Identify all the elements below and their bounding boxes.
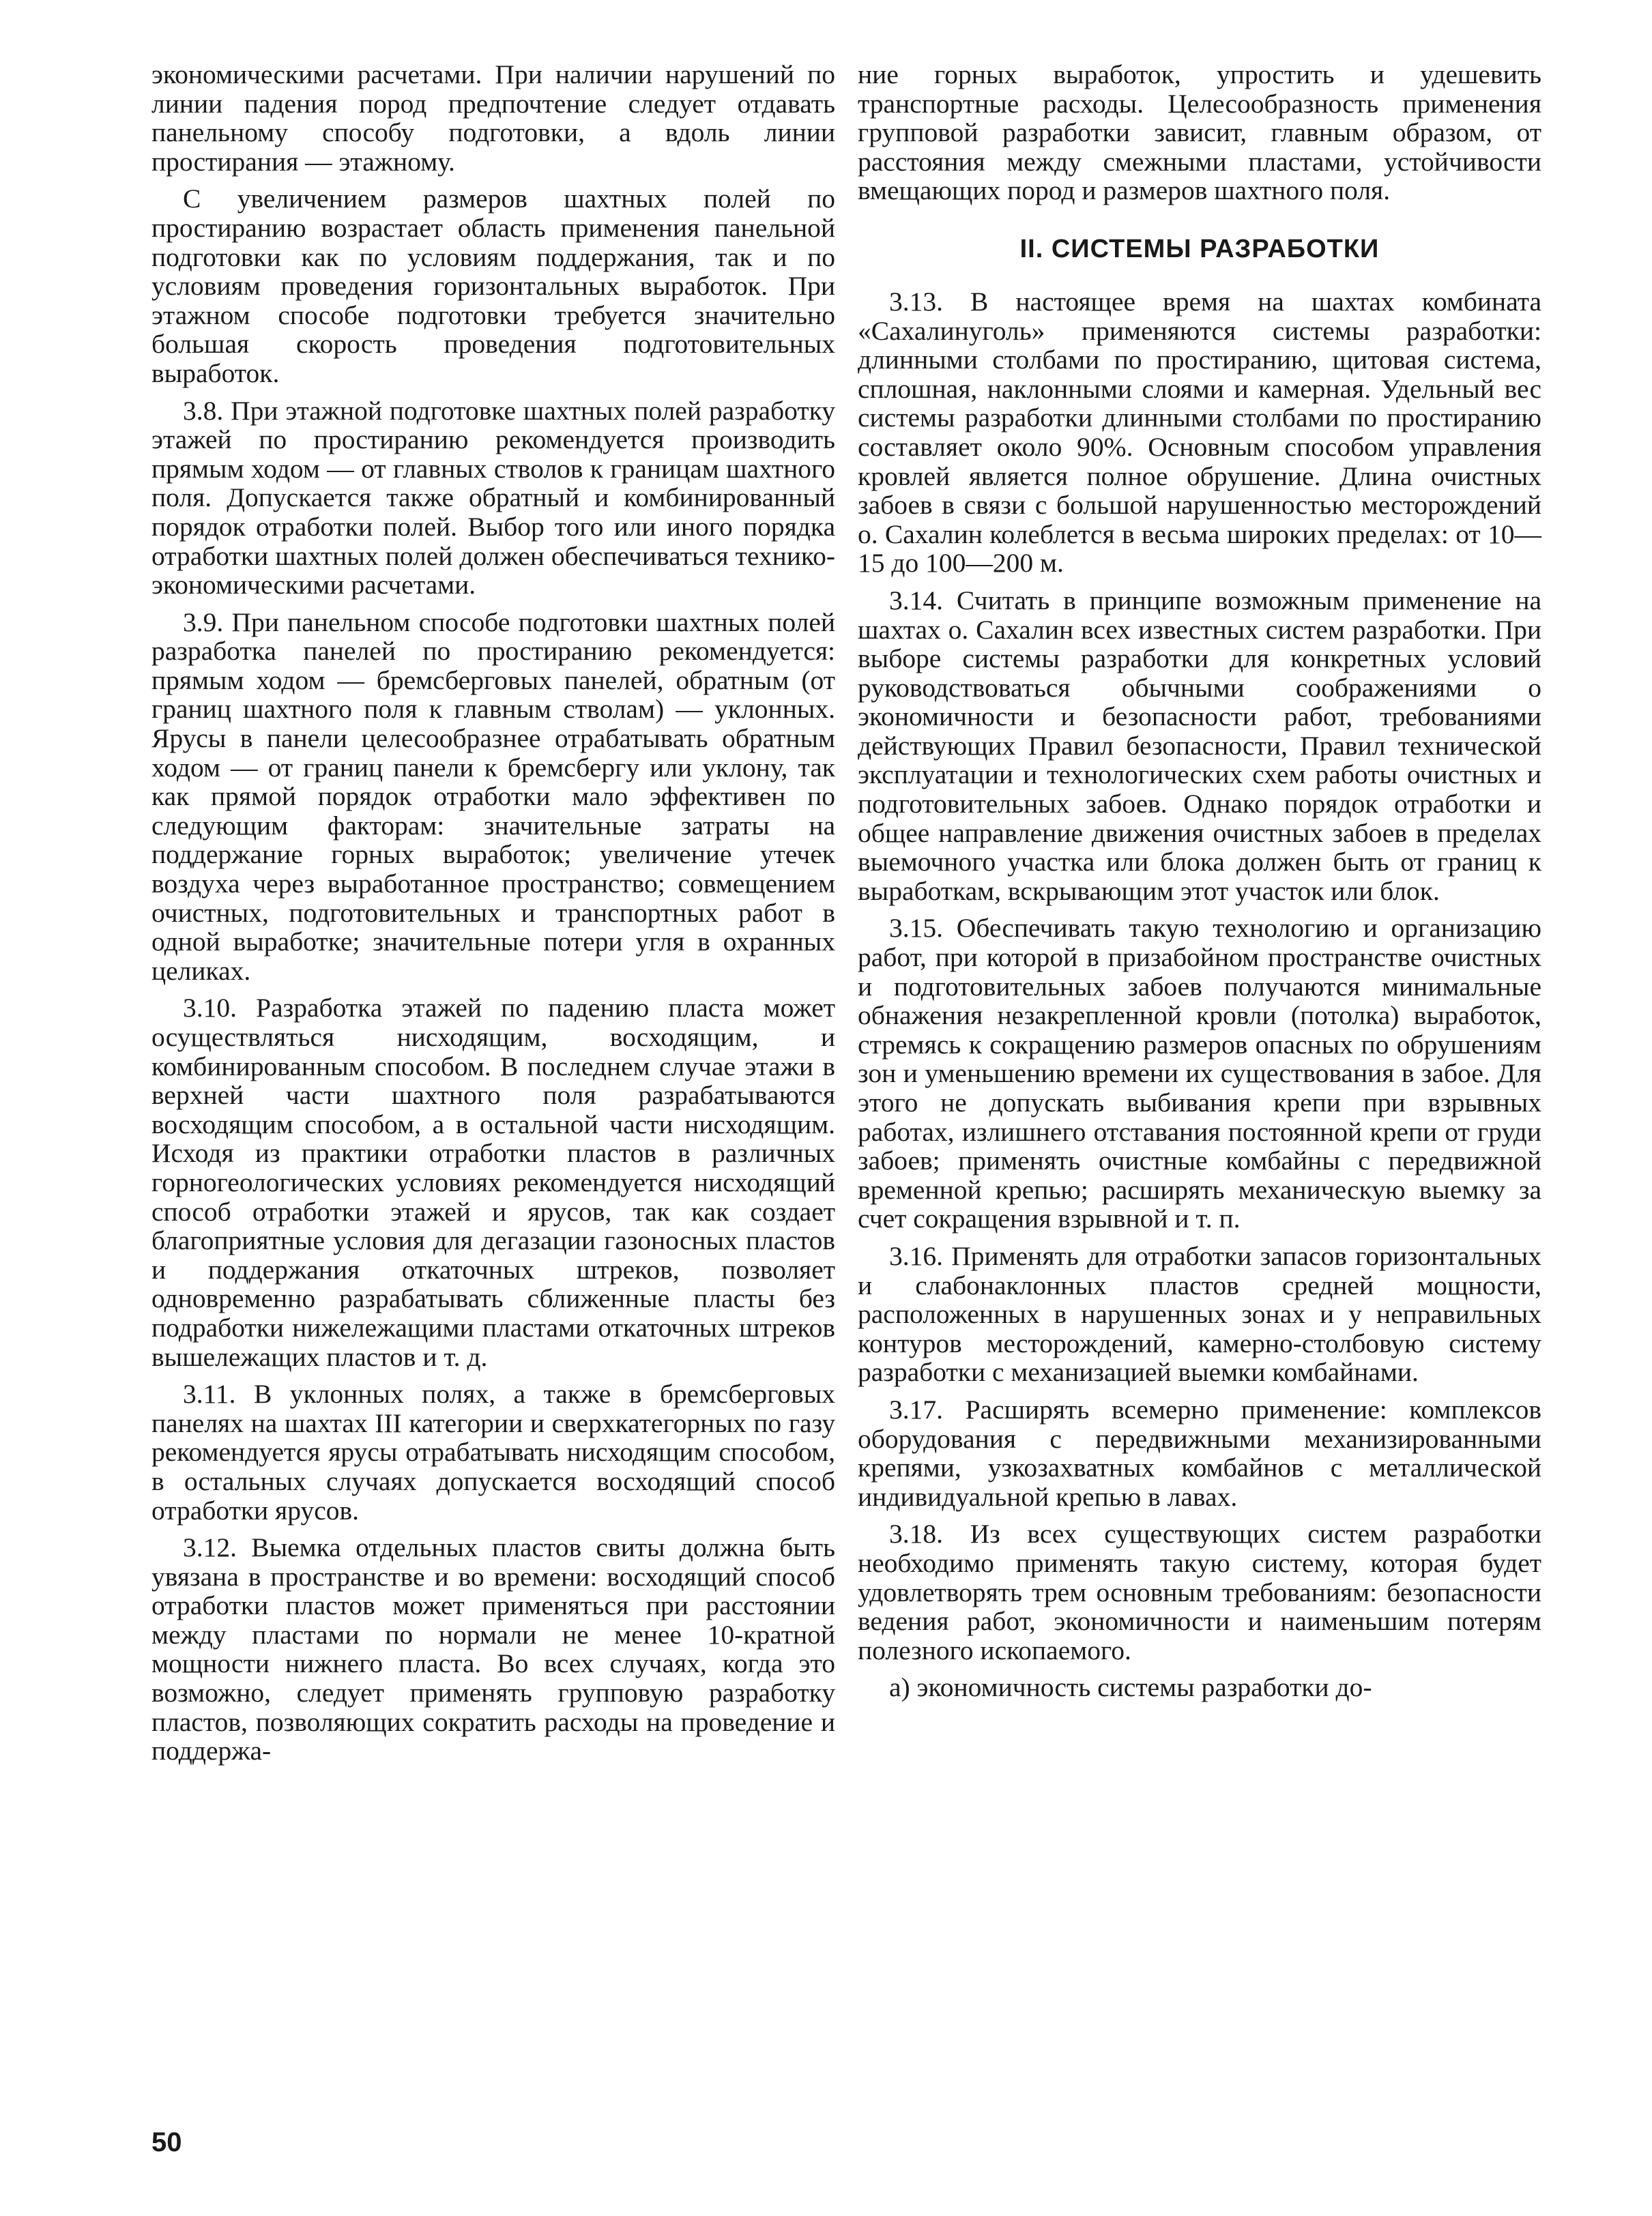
paragraph-3-15: 3.15. Обеспечивать такую технологию и организацию работ, при которой в призабойном пространстве очистных и подготовительных забоев получаются минимальные обнажения незакрепленной кровли (потолка) выработок, стремясь к сокращению размеров опасных по обрушениям зон и уменьшению времени их существования в забое. Для этого не допускать выбивания крепи при взрывных работах, излишнего отставания постоянной крепи от груди забоев; применять очистные комбайны с передвижной временной крепью; расширять механическую выемку за счет сокращения взрывной и т. п.	[858, 913, 1541, 1234]
page-number: 50	[151, 2127, 182, 2157]
paragraph-3-10: 3.10. Разработка этажей по падению пласта может осуществляться нисходящим, восходящим, и комбинированным способом. В последнем случае этажи в верхней части шахтного поля разрабатываются восходящим способом, а в остальной части нисходящим. Исходя из практики отработки пластов в различных горногеологических условиях рекомендуется нисходящий способ отработки этажей и ярусов, так как создает благоприятные условия для дегазации газоносных пластов и поддержания откаточных штреков, позволяет одновременно разрабатывать сближенные пласты без подработки нижележащими пластами откаточных штреков вышележащих пластов и т. д.	[151, 993, 835, 1372]
paragraph-3-8: 3.8. При этажной подготовке шахтных полей разработку этажей по простиранию рекомендуется производить прямым ходом — от главных стволов к границам шахтного поля. Допускается также обратный и комбинированный порядок отработки полей. Выбор того или иного порядка отработки шахтных полей должен обеспечиваться технико-экономическими расчетами.	[151, 395, 835, 600]
paragraph-3-18: 3.18. Из всех существующих систем разработки необходимо применять такую систему, которая будет удовлетворять трем основным требованиям: безопасности ведения работ, экономичности и наименьшим потерям полезного ископаемого.	[858, 1519, 1541, 1665]
paragraph: экономическими расчетами. При наличии нарушений по линии падения пород предпочтение следует отдавать панельному способу подготовки, а вдоль линии простирания — этажному.	[151, 59, 835, 177]
paragraph-3-9: 3.9. При панельном способе подготовки шахтных полей разработка панелей по простиранию рекомендуется: прямым ходом — бремсберговых панелей, обратным (от границ шахтного поля к главным стволам) — уклонных. Ярусы в панели целесообразнее отрабатывать обратным ходом — от границ панели к бремсбергу или уклону, так как прямой порядок отработки мало эффективен по следующим факторам: значительные затраты на поддержание горных выработок; увеличение утечек воздуха через выработанное пространство; совмещением очистных, подготовительных и транспортных работ в одной выработке; значительные потери угля в охранных целиках.	[151, 607, 835, 986]
paragraph-3-13: 3.13. В настоящее время на шахтах комбината «Сахалинуголь» применяются системы разработки: длинными столбами по простиранию, щитовая система, сплошная, наклонными слоями и камерная. Удельный вес системы разработки длинными столбами по простиранию составляет около 90%. Основным способом управления кровлей является полное обрушение. Длина очистных забоев в связи с большой нарушенностью месторождений о. Сахалин колеблется в весьма широких пределах: от 10—15 до 100—200 м.	[858, 286, 1541, 579]
paragraph-3-12: 3.12. Выемка отдельных пластов свиты должна быть увязана в пространстве и во времени: восходящий способ отработки пластов может применяться при расстоянии между пластами по нормали не менее 10-кратной мощности нижнего пласта. Во всех случаях, когда это возможно, следует применять групповую разработку пластов, позволяющих сократить расходы на проведение и поддержа-	[151, 1532, 835, 1766]
paragraph-3-16: 3.16. Применять для отработки запасов горизонтальных и слабонаклонных пластов средней мощности, расположенных в нарушенных зонах и у неправильных контуров месторождений, камерно-столбовую систему разработки с механизацией выемки комбайнами.	[858, 1240, 1541, 1388]
section-title: II. СИСТЕМЫ РАЗРАБОТКИ	[1019, 234, 1380, 263]
paragraph-item-a: а) экономичность системы разработки до-	[889, 1672, 1372, 1703]
paragraph: ние горных выработок, упростить и удешевить транспортные расходы. Целесообразность применения групповой разработки зависит, главным образом, от расстояния между смежными пластами, устойчивости вмещающих пород и размеров шахтного поля.	[858, 59, 1541, 206]
right-column	[858, 60, 1541, 1710]
paragraph-3-14: 3.14. Считать в принципе возможным применение на шахтах о. Сахалин всех известных систем разработки. При выборе системы разработки для конкретных условий руководствоваться обычными соображениями о экономичности и безопасности работ, требованиями действующих Правил безопасности, Правил технической эксплуатации и технологических схем работы очистных и подготовительных забоев. Однако порядок отработки и общее направление движения очистных забоев в пределах выемочного участка или блока должен быть от границ к выработкам, вскрывающим этот участок или блок.	[858, 585, 1541, 906]
left-column	[151, 60, 835, 1774]
paragraph-3-17: 3.17. Расширять всемерно применение: комплексов оборудования с передвижными механизированными крепями, узкозахватных комбайнов с металлической индивидуальной крепью в лавах.	[858, 1394, 1541, 1512]
paragraph-3-11: 3.11. В уклонных полях, а также в бремсберговых панелях на шахтах III категории и сверхкатегорных по газу рекомендуется ярусы отрабатывать нисходящим способом, в остальных случаях допускается восходящий способ отработки ярусов.	[151, 1379, 835, 1526]
paragraph: С увеличением размеров шахтных полей по простиранию возрастает область применения панельной подготовки как по условиям поддержания, так и по условиям проведения горизонтальных выработок. При этажном способе подготовки требуется значительно большая скорость проведения подготовительных выработок.	[151, 184, 835, 388]
